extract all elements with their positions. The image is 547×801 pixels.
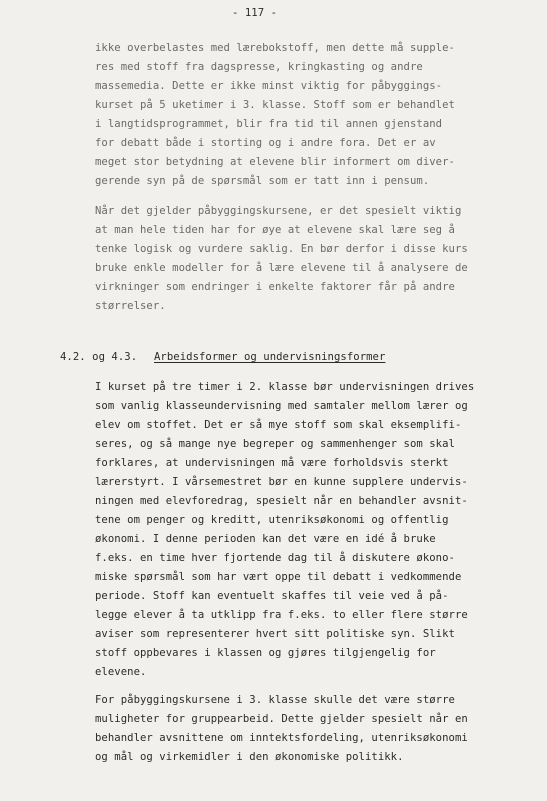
text-line: I kurset på tre timer i 2. klasse bør undervisningen drives bbox=[95, 381, 475, 393]
text-line: ikke overbelastes med lærebokstoff, men dette må supple- bbox=[95, 42, 455, 54]
text-line: f.eks. en time hver fjortende dag til å diskutere økono- bbox=[95, 552, 455, 564]
text-line: elev om stoffet. Det er så mye stoff som skal eksemplifi- bbox=[95, 419, 462, 431]
text-line: meget stor betydning at elevene blir informert om diver- bbox=[95, 156, 455, 168]
text-line: aviser som representerer hvert sitt politiske syn. Slikt bbox=[95, 628, 455, 640]
section-title: Arbeidsformer og undervisningsformer bbox=[154, 351, 386, 363]
section-number: 4.2. og 4.3. bbox=[60, 351, 138, 363]
text-line: tene om penger og kreditt, utenriksøkonomi og offentlig bbox=[95, 514, 449, 526]
text-line: gerende syn på de spørsmål som er tatt inn i pensum. bbox=[95, 175, 430, 187]
text-line: massemedia. Dette er ikke minst viktig for påbyggings- bbox=[95, 80, 443, 92]
text-line: i langtidsprogrammet, blir fra tid til annen gjenstand bbox=[95, 118, 443, 130]
text-line: seres, og så mange nye begreper og sammenhenger som skal bbox=[95, 438, 455, 450]
text-line: legge elever å ta utklipp fra f.eks. to eller flere større bbox=[95, 609, 468, 621]
text-line: økonomi. I denne perioden kan det være en idé å bruke bbox=[95, 533, 436, 545]
text-line: som vanlig klasseundervisning med samtaler mellom lærer og bbox=[95, 400, 468, 412]
text-line: forklares, at undervisningen må være forholdsvis sterkt bbox=[95, 457, 449, 469]
text-line: Når det gjelder påbyggingskursene, er det spesielt viktig bbox=[95, 205, 462, 217]
text-line: periode. Stoff kan eventuelt skaffes til veie ved å på- bbox=[95, 590, 449, 602]
text-line: for debatt både i storting og i andre fora. Det er av bbox=[95, 137, 436, 149]
text-line: miske spørsmål som har vært oppe til debatt i vedkommende bbox=[95, 571, 462, 583]
text-line: ningen med elevforedrag, spesielt når en behandler avsnit- bbox=[95, 495, 468, 507]
text-line: kurset på 5 uketimer i 3. klasse. Stoff som er behandlet bbox=[95, 99, 455, 111]
text-line: muligheter for gruppearbeid. Dette gjelder spesielt når en bbox=[95, 713, 468, 725]
text-line: tenke logisk og vurdere saklig. En bør derfor i disse kurs bbox=[95, 243, 468, 255]
text-line: at man hele tiden har for øye at elevene skal lære seg å bbox=[95, 224, 455, 236]
text-line: res med stoff fra dagspresse, kringkasting og andre bbox=[95, 61, 423, 73]
text-line: stoff oppbevares i klassen og gjøres tilgjengelig for bbox=[95, 647, 436, 659]
text-line: virkninger som endringer i enkelte faktorer får på andre bbox=[95, 281, 455, 293]
text-line: og mål og virkemidler i den økonomiske politikk. bbox=[95, 751, 404, 763]
text-line: størrelser. bbox=[95, 300, 166, 312]
text-line: For påbyggingskursene i 3. klasse skulle det være større bbox=[95, 694, 455, 706]
text-line: lærerstyrt. I vårsemestret bør en kunne supplere undervis- bbox=[95, 476, 468, 488]
text-line: bruke enkle modeller for å lære elevene til å analysere de bbox=[95, 262, 468, 274]
text-line: behandler avsnittene om inntektsfordeling, utenriksøkonomi bbox=[95, 732, 468, 744]
page-number: - 117 - bbox=[232, 7, 277, 19]
text-line: elevene. bbox=[95, 666, 147, 678]
